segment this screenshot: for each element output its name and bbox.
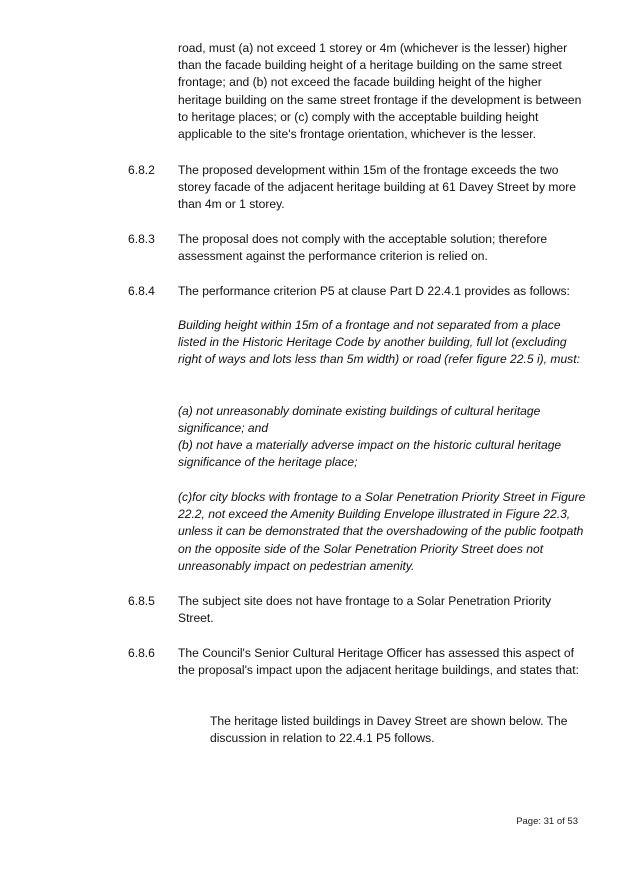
section-text: The Council's Senior Cultural Heritage Officer has assessed this aspect of the proposal's impact upon the adjacent heritage buildings, and states that:	[178, 646, 579, 678]
section-text: The proposal does not comply with the acceptable solution; therefore assessment against the performance criterion is relied on.	[178, 232, 548, 264]
section-text: The proposed development within 15m of the frontage exceeds the two storey facade of the adjacent heritage building at 61 Davey Street by more than 4m or 1 storey.	[178, 163, 576, 212]
section-text: The subject site does not have frontage to a Solar Penetration Priority Street.	[178, 594, 552, 626]
section-text: The performance criterion P5 at clause Part D 22.4.1 provides as follows:	[178, 284, 570, 298]
section-number: 6.8.2	[128, 163, 155, 177]
criterion-paragraph: (c)for city blocks with frontage to a Solar Penetration Priority Street in Figure 22.2, not exceed the Amenity Building Envelope illustrated in Figure 22.3, unless it can be demonstrated that the overshadowing of the public footpath on the opposite side of the Solar Penetration Priority Street does not unreasonably impact on pedestrian amenity.	[178, 490, 586, 573]
section-number: 6.8.3	[128, 232, 155, 246]
criterion-paragraph: Building height within 15m of a frontage and not separated from a place listed in the Historic Heritage Code by another building, full lot (excluding right of ways and lots less than 5m width) or road (refer figure 22.5 i), must:	[178, 318, 580, 367]
section-number: 6.8.4	[128, 284, 155, 298]
quoted-statement: The heritage listed buildings in Davey Street are shown below. The discussion in relation to 22.4.1 P5 follows.	[210, 714, 568, 746]
intro-paragraph: road, must (a) not exceed 1 storey or 4m (whichever is the lesser) higher than the facade building height of a heritage building on the same street frontage; and (b) not exceed the facade building height of the higher heritage building on the same street frontage if the development is between to heritage places; or (c) comply with the acceptable building height applicable to the site's frontage orientation, whichever is the lesser.	[178, 41, 582, 142]
section-number: 6.8.6	[128, 646, 155, 660]
criterion-item: (a) not unreasonably dominate existing buildings of cultural heritage significance; and	[178, 404, 541, 436]
section-number: 6.8.5	[128, 594, 155, 608]
criterion-item: (b) not have a materially adverse impact on the historic cultural heritage significance of the heritage place;	[178, 438, 562, 470]
page-number: Page: 31 of 53	[516, 816, 578, 827]
